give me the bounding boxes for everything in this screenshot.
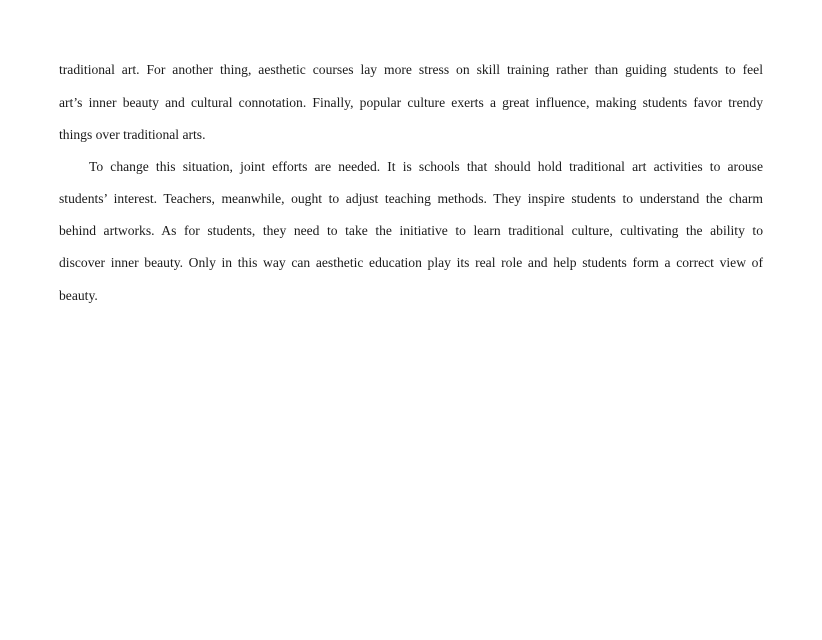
paragraph-line: beauty. bbox=[59, 288, 98, 303]
paragraph-line: students’ interest. Teachers, meanwhile, ought to adjust teaching methods. They inspire students to understand the charm bbox=[59, 191, 763, 206]
paragraph-line: behind artworks. As for students, they need to take the initiative to learn traditional culture, cultivating the ability to bbox=[59, 223, 763, 238]
paragraph-line: traditional art. For another thing, aesthetic courses lay more stress on skill training rather than guiding students to feel bbox=[59, 62, 763, 77]
paragraph-line: To change this situation, joint efforts are needed. It is schools that should hold traditional art activities to arouse bbox=[89, 159, 763, 174]
paragraph-line: things over traditional arts. bbox=[59, 127, 206, 142]
paragraph-line: discover inner beauty. Only in this way can aesthetic education play its real role and help students form a correct view of bbox=[59, 255, 763, 270]
paragraph-line: art’s inner beauty and cultural connotation. Finally, popular culture exerts a great influence, making students favor trendy bbox=[59, 95, 763, 110]
